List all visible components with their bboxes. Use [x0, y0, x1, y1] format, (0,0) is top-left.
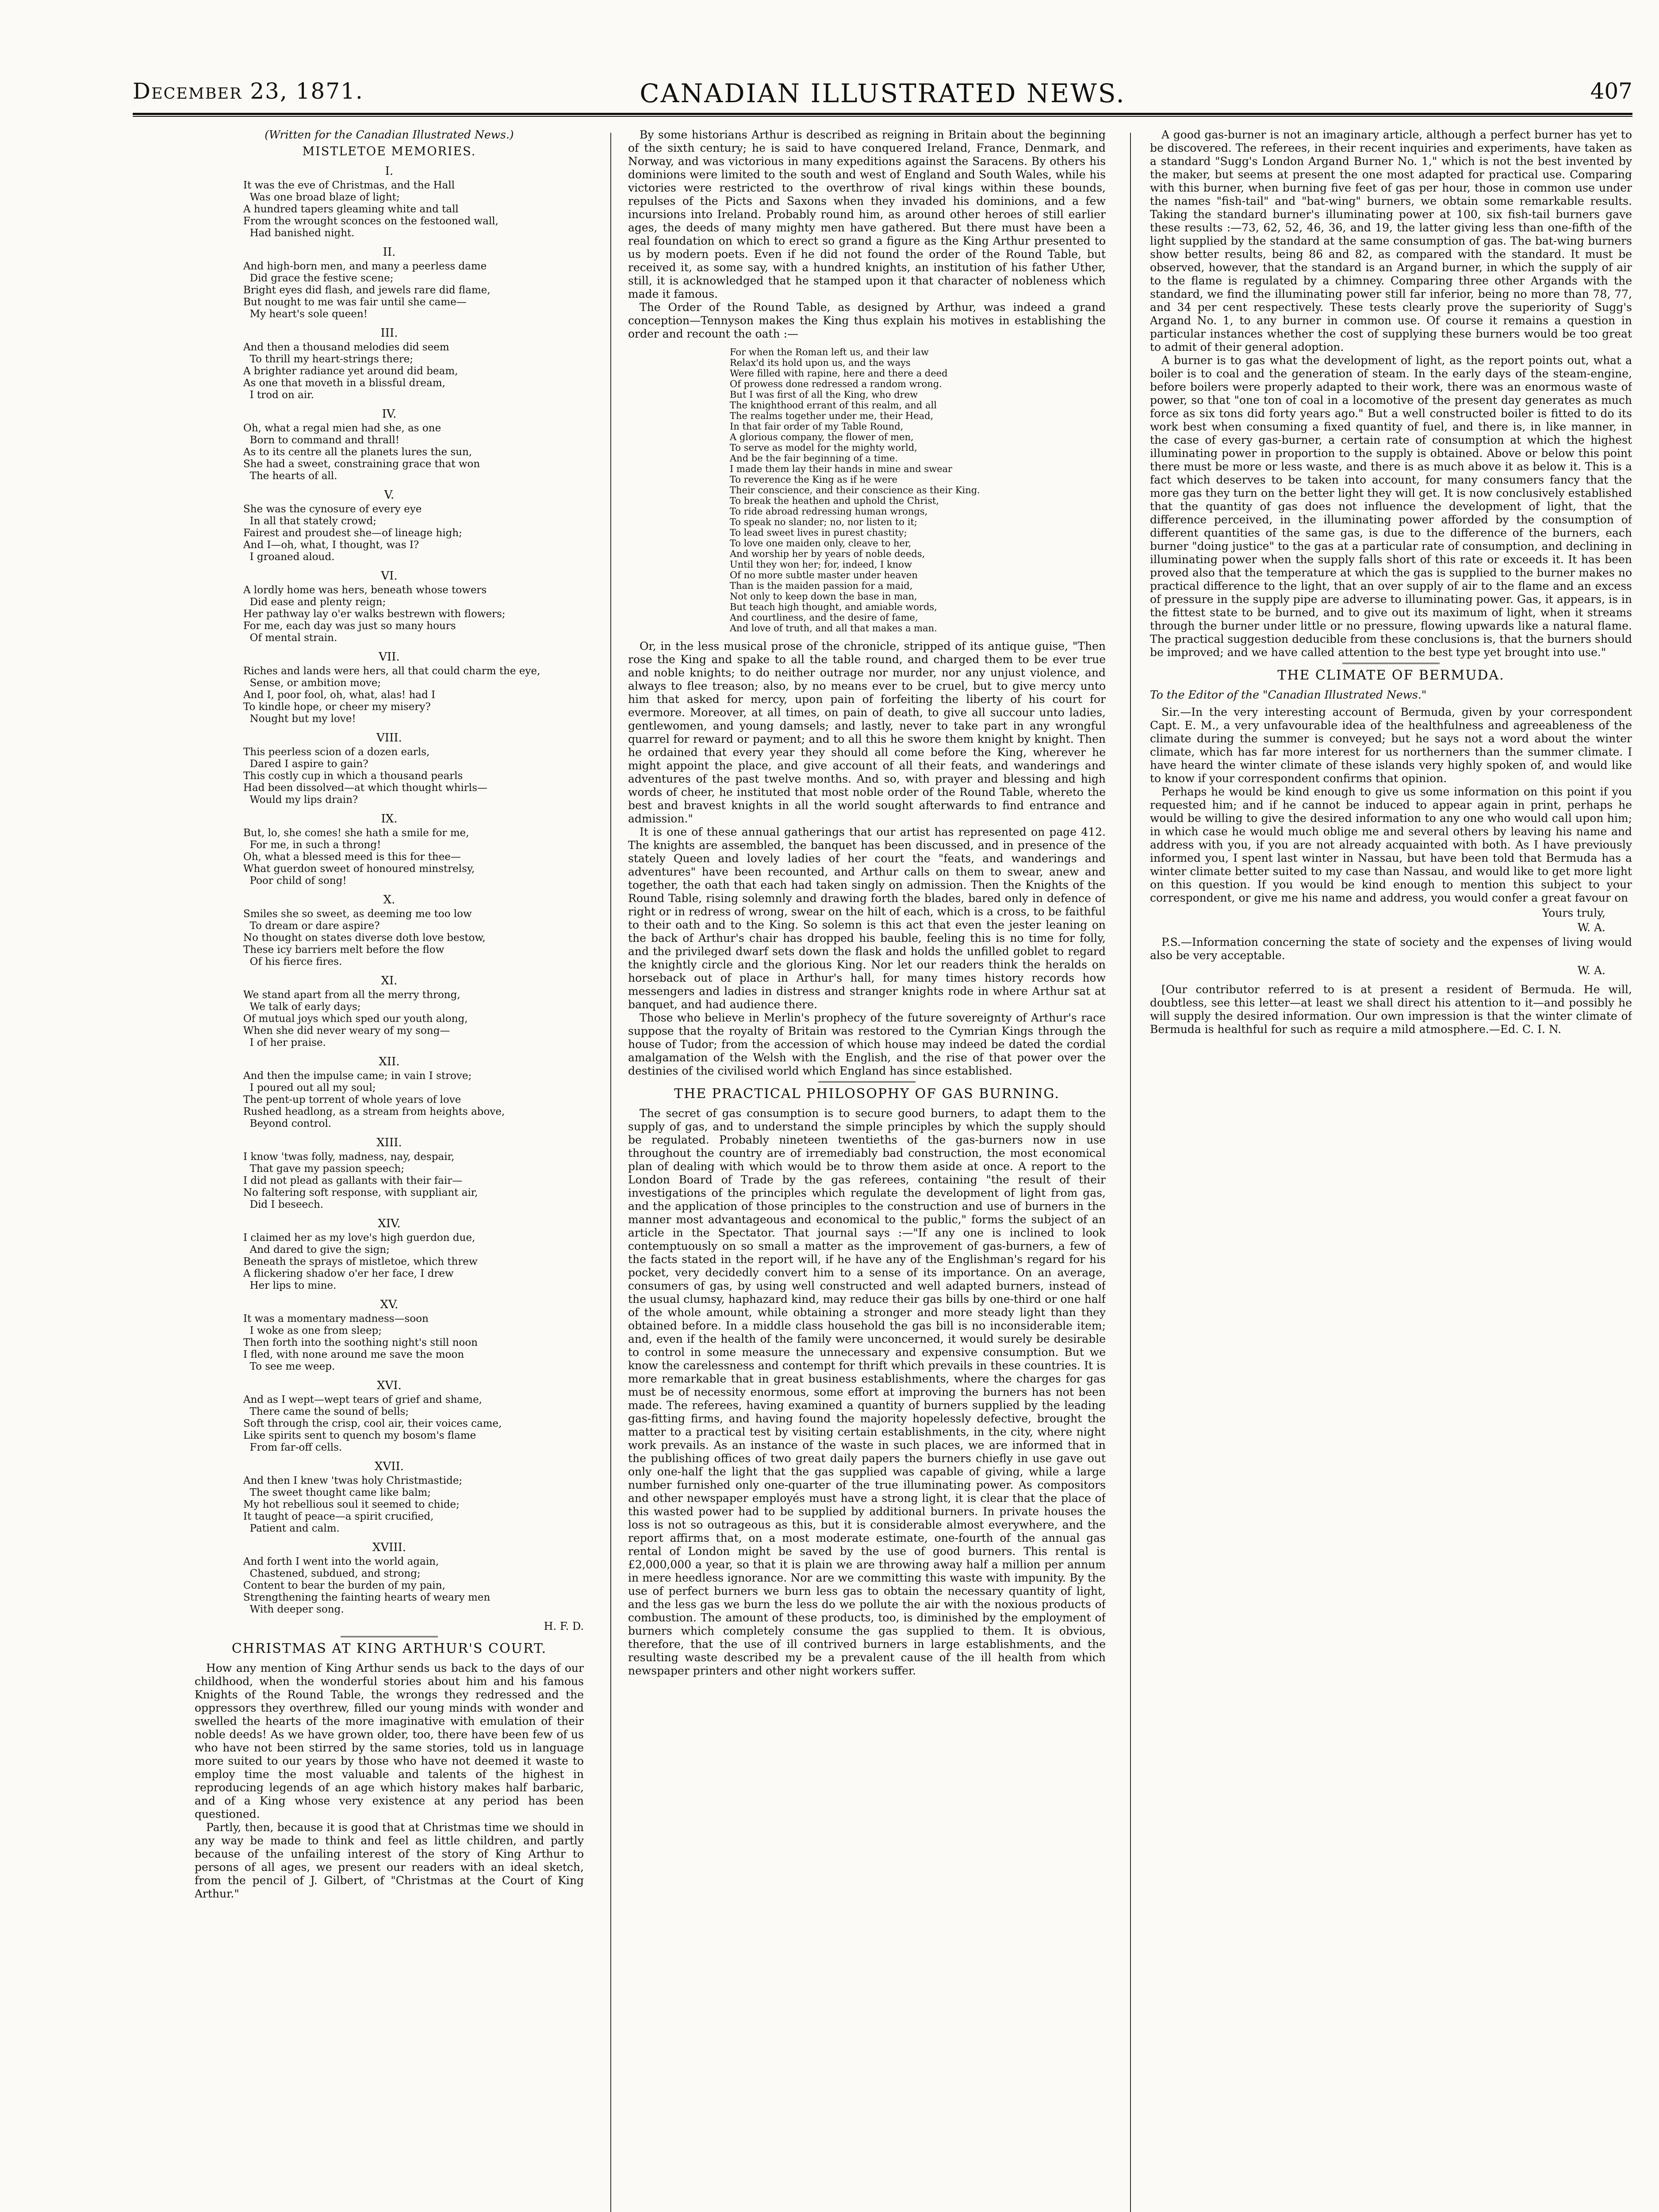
postscript: P.S.—Information concerning the state of society and the expenses of living would also be very acceptable. — [1150, 936, 1632, 962]
section-divider — [341, 1636, 438, 1637]
arthur-paragraph: Those who believe in Merlin's prophecy of the future sovereignty of Arthur's race suppose that the royalty of Britain was restored to the Cymrian Kings through the house of Tudor; from the accession of which house may indeed be dated the cordial amalgamation of the Welsh with the English, and the rise of that power over the destinies of the civilised world which England has since established. — [628, 1011, 1106, 1077]
arthur-paragraph: Partly, then, because it is good that at Christmas time we should in any way be made to think and feel as little children, and partly because of the unfailing interest of the story of King Arthur to persons of all ages, we present our readers with an ideal sketch, from the pencil of J. Gilbert, of "Christmas at the Court of King Arthur." — [195, 1821, 584, 1900]
stanza: Smiles she so sweet, as deeming me too low To dream or dare aspire? No thought on states diverse doth love bestow, These icy barriers melt before the flow Of his fierce fires. — [243, 908, 486, 968]
arthur-heading: CHRISTMAS AT KING ARTHUR'S COURT. — [231, 1641, 547, 1656]
letter-signature: W. A. — [1577, 921, 1605, 934]
arthur-paragraph: How any mention of King Arthur sends us back to the days of our childhood, when the wonderful stories about him and his famous Knights of the Round Table, the wrongs they redressed and the oppressors they overthrew, filled our young minds with wonder and swelled the hearts of the more imaginative with emulation of their noble deeds! As we have grown older, too, there have been few of us who have not been stirred by the same stories, told us in language more suited to our years by those who have not deemed it waste to employ time the most valuable and talents of the highest in reproducing legends of an age which history makes half barbaric, and of a King whose very existence at any period has been questioned. — [195, 1662, 584, 1820]
poem-title: MISTLETOE MEMORIES. — [302, 145, 476, 158]
issue-date: December 23, 1871. — [133, 78, 364, 104]
bermuda-heading: THE CLIMATE OF BERMUDA. — [1277, 668, 1505, 683]
stanza-number: XII. — [379, 1055, 400, 1068]
stanza-number: X. — [383, 893, 395, 906]
stanza: Riches and lands were hers, all that could charm the eye, Sense, or ambition move; And I, poor fool, oh, what, alas! had I To kindle hope, or cheer my misery? Nought but my love! — [243, 665, 540, 725]
stanza-number: XIV. — [378, 1217, 401, 1230]
stanza-number: XVII. — [374, 1460, 404, 1473]
stanza-number: III. — [380, 326, 398, 340]
masthead — [133, 73, 1632, 115]
stanza-number: VII. — [379, 650, 400, 664]
newspaper-title: CANADIAN ILLUSTRATED NEWS. — [640, 78, 1126, 108]
editor-note: [Our contributor referred to is at present a resident of Bermuda. He will, doubtless, see this letter—at least we shall direct his attention to it—and possibly he will supply the desired information. Our own impression is that the winter climate of Bermuda is healthful for such as require a mild atmosphere.—Ed. C. I. N. — [1150, 983, 1632, 1036]
stanza: And forth I went into the world again, Chastened, subdued, and strong; Content to bear the burden of my pain, Strengthening the fainting hearts of weary men With deeper song. — [243, 1556, 490, 1615]
stanza-number: XVI. — [377, 1379, 402, 1392]
column-divider — [1130, 133, 1131, 2212]
stanza-number: VI. — [381, 569, 398, 583]
section-divider — [818, 1081, 916, 1083]
stanza-number: IX. — [381, 812, 398, 826]
stanza-number: XVIII. — [372, 1541, 406, 1554]
stanza: It was a momentary madness—soon I woke as one from sleep; Then forth into the soothing night's still noon I fled, with none around me save the moon To see me weep. — [243, 1313, 478, 1372]
stanza-number: XV. — [380, 1298, 398, 1311]
poem-body — [195, 165, 584, 1616]
stanza-number: II. — [383, 246, 396, 259]
bermuda-paragraph: Sir.—In the very interesting account of Bermuda, given by your correspondent Capt. E. M., a very unfavourable idea of the healthfulness and agreeableness of the climate during the summer is conveyed; but he says not a word about the winter climate, which has far more interest for us northerners than the summer climate. I have heard the winter climate of these islands very highly spoken of, and would like to know if your correspondent confirms that opinion. — [1150, 706, 1632, 785]
stanza: I claimed her as my love's high guerdon due, And dared to give the sign; Beneath the sprays of mistletoe, which threw A flickering shadow o'er her face, I drew Her lips to mine. — [243, 1232, 478, 1291]
stanza: But, lo, she comes! she hath a smile for me, For me, in such a throng! Oh, what a blessed meed is this for thee— What guerdon sweet of honoured minstrelsy, Poor child of song! — [243, 827, 475, 887]
gas-paragraph: A good gas-burner is not an imaginary article, although a perfect burner has yet to be discovered. The referees, in their recent inquiries and experiments, have taken as a standard "Sugg's London Argand Burner No. 1," which is not the best invented by the maker, but seems at present the one most adapted for practical use. Comparing with this burner, when burning five feet of gas per hour, those in common use under the names "fish-tail" and "bat-wing" burners, we obtain some remarkable results. Taking the standard burner's illuminating power at 100, six fish-tail burners gave these results :—73, 62, 52, 46, 36, and 19, the latter giving less than one-fifth of the light supplied by the standard at the same consumption of gas. The bat-wing burners show better results, being 86 and 82, as compared with the standard. It must be observed, however, that the standard is an Argand burner, in which the supply of air to the flame is regulated by a chimney. Comparing three other Argands with the standard, we find the illuminating power still far inferior, being no more than 78, 77, and 34 per cent respectively. These tests clearly prove the superiority of Sugg's Argand No. 1, to any burner in common use. Of course it remains a question in particular instances whether the cost of supplying these burners would be too great to admit of their general adoption. — [1150, 128, 1632, 353]
poem-credit: (Written for the Canadian Illustrated News.) — [264, 128, 514, 141]
column-1 — [195, 128, 584, 2212]
stanza-number: XI. — [381, 974, 398, 987]
stanza: It was the eve of Christmas, and the Hall Was one broad blaze of light; A hundred tapers gleaming white and tall From the wrought sconces on the festooned wall, Had banished night. — [243, 180, 498, 239]
stanza: And high-born men, and many a peerless dame Did grace the festive scene; Bright eyes did flash, and jewels rare did flame, But nought to me was fair until she came— My heart's sole queen! — [243, 261, 490, 320]
arthur-paragraph: Or, in the less musical prose of the chronicle, stripped of its antique guise, "Then rose the King and spake to all the table round, and charged them to be ever true and noble knights; to do neither outrage nor murder, nor any unjust violence, and always to flee treason; also, by no means ever to be cruel, but to give mercy unto him that asked for mercy, upon pain of forfeiting the liberty of his court for evermore. Moreover, at all times, on pain of death, to give all succour unto ladies, gentlewomen, and young damsels; and lastly, never to take part in any wrongful quarrel for reward or payment; and to all this he swore them knight by knight. Then he ordained that every year they should all come before the King, wherever he might appoint the place, and give account of all their feats, and wanderings and adventures of the past twelve months. And so, with prayer and blessing and high words of cheer, he instituted that most noble order of the Round Table, whereto the best and bravest knights in all the world sought afterwards to find entrance and admission." — [628, 640, 1106, 825]
gas-heading: THE PRACTICAL PHILOSOPHY OF GAS BURNING. — [674, 1086, 1060, 1102]
column-2 — [628, 128, 1106, 2212]
stanza: And then the impulse came; in vain I strove; I poured out all my soul; The pent-up torrent of whole years of love Rushed headlong, as a stream from heights above, Beyond control. — [243, 1070, 505, 1129]
gas-paragraph: A burner is to gas what the development of light, as the report points out, what a boiler is to coal and the generation of steam. In the early days of the steam-engine, before boilers were properly adapted to their work, there was an enormous waste of power, so that "one ton of coal in a locomotive of the present day generates as much force as six tons did forty years ago." But a well constructed boiler is fitted to do its work best when consuming a fixed quantity of fuel, and there is, in like manner, in the case of every gas-burner, a certain rate of consumption at which the highest illuminating power in proportion to the supply is obtained. Above or below this point there must be more or less waste, and there is as much above it as below it. This is a fact which deserves to be taken into account, for many consumers fancy that the more gas they turn on the better light they will get. It is now conclusively established that the quantity of gas does not influence the development of light, that the difference perceived, in the illuminating power afforded by the consumption of different quantities of the same gas, is due to the difference of the burners, each burner "doing justice" to the gas at a particular rate of consumption, and declining in illuminating power when the supply falls short of this rate or exceeds it. It has been proved also that the temperature at which the gas is supplied to the burner makes no practical difference to the light, that an over supply of air to the flame and an excess of pressure in the supply pipe are adverse to illuminating power. Gas, it appears, is in the fittest state to be burned, and to give out its maximum of light, when it streams through the burner under little or no pressure, flowing upwards like a natural flame. The practical suggestion deducible from these conclusions is, that the burners should be improved; and we have called attention to the best type yet brought into use." — [1150, 354, 1632, 659]
poem-signoff: H. F. D. — [544, 1620, 584, 1632]
arthur-paragraph: It is one of these annual gatherings that our artist has represented on page 412. The knights are assembled, the banquet has been discussed, and in presence of the stately Queen and lovely ladies of her court the "feats, and wanderings and adventures" have been recounted, and Arthur calls on them to swear, anew and together, the oath that each had taken singly on admission. Then the Knights of the Round Table, rising solemnly and drawing forth the blades, bared only in defence of right or in redress of wrong, swear on the hilt of each, which is a cross, to be faithful to their oath and to the King. So solemn is this act that even the jester leaning on the back of Arthur's chair has dropped his bauble, feeling this is no time for folly, and the privileged dwarf sets down the flask and holds the unfilled goblet to regard the knightly circle and the glorious King. Nor let our readers think the heralds on horseback out of place in Arthur's hall, for many times history records how messengers and ladies in distress and stranger knights rode in where Arthur sat at banquet, and had audience there. — [628, 826, 1106, 1011]
stanza-number: VIII. — [376, 731, 402, 745]
page-number: 407 — [1590, 78, 1632, 104]
masthead-rule — [133, 116, 1632, 117]
stanza: A lordly home was hers, beneath whose towers Did ease and plenty reign; Her pathway lay o'er walks bestrewn with flowers; For me, each day was just so many hours Of mental strain. — [243, 584, 506, 644]
gas-paragraph: The secret of gas consumption is to secure good burners, to adapt them to the supply of gas, and to understand the simple principles by which the supply should be regulated. Probably nineteen twentieths of the gas-burners now in use throughout the country are of irremediably bad construction, the most economical plan of dealing with which would be to throw them aside at once. A report to the London Board of Trade by the gas referees, containing "the result of their investigations of the principles which regulate the development of light from gas, and the application of those principles to the construction and use of burners in the manner most advantageous and economical to the public," forms the subject of an article in the Spectator. That journal says :—"If any one is inclined to look contemptuously on so small a matter as the improvement of gas-burners, a few of the facts stated in the report will, if he have any of the Englishman's regard for his pocket, very decidedly convert him to a sense of its importance. On an average, consumers of gas, by using well constructed and well adapted burners, instead of the usual clumsy, haphazard kind, may reduce their gas bills by one-third or one half of the whole amount, while obtaining a stronger and more steady light than they obtained before. In a middle class household the gas bill is no inconsiderable item; and, even if the health of the family were unconcerned, it would surely be desirable to control in some measure the unnecessary and expensive consumption. But we know the carelessness and contempt for thrift which prevails in these countries. It is more remarkable that in great business establishments, where the charges for gas must be of necessity enormous, some effort at improving the burners has not been made. The referees, having examined a quantity of burners supplied by the leading gas-fitting firms, and having found the majority hopelessly defective, brought the matter to a practical test by visiting certain establishments, in the city, where night work prevails. As an instance of the waste in such places, we are informed that in the publishing offices of two great daily papers the burners chiefly in use gave out only one-half the light that the gas supplied was capable of giving, while a large number furnished only one-quarter of the true illuminating power. As compositors and other newspaper employés must have a strong light, it is clear that the place of this wasted power had to be supplied by additional burners. In private houses the loss is not so outrageous as this, but it is considerable almost everywhere, and the report affirms that, on a most moderate estimate, one-fourth of the annual gas rental of London might be saved by the use of good burners. This rental is £2,000,000 a year, so that it is plain we are throwing away half a million per annum in mere heedless ignorance. Nor are we committing this waste with impunity. By the use of perfect burners we burn less gas to obtain the necessary quantity of light, and the less gas we burn the less do we pollute the air with the noxious products of combustion. The amount of these products, too, is diminished by the employment of burners which completely consume the gas supplied to them. It is obvious, therefore, that the use of ill contrived burners in large establishments, and the resulting waste described my be a prevalent cause of the ill health from which newspaper printers and other night workers suffer. — [628, 1107, 1106, 1677]
stanza: Oh, what a regal mien had she, as one Born to command and thrall! As to its centre all the planets lures the sun, She had a sweet, constraining grace that won The hearts of all. — [243, 422, 480, 482]
arthur-paragraph: The Order of the Round Table, as designed by Arthur, was indeed a grand conception—Tennyson makes the King thus explain his motives in establishing the order and recount the oath :— — [628, 301, 1106, 340]
stanza: And as I wept—wept tears of grief and shame, There came the sound of bells; Soft through the crisp, cool air, their voices came, Like spirits sent to quench my bosom's flame From far-off cells. — [243, 1394, 502, 1453]
letter-closing: Yours truly, — [1542, 906, 1605, 919]
column-divider — [610, 133, 611, 2212]
column-3 — [1150, 128, 1632, 2212]
stanza: And then a thousand melodies did seem To thrill my heart-strings there; A brighter radiance yet around did beam, As one that moveth in a blissful dream, I trod on air. — [243, 342, 458, 401]
postscript-signature: W. A. — [1577, 964, 1605, 977]
letter-dateline: To the Editor of the "Canadian Illustrated News." — [1150, 688, 1427, 701]
bermuda-paragraph: Perhaps he would be kind enough to give us some information on this point if you requested him; and if he cannot be induced to appear again in print, perhaps he would be willing to give the desired information to any one who would call upon him; in which case he would much oblige me and several others by leaving his name and address with you, if you are not already acquainted with both. As I have previously informed you, I spent last winter in Nassau, but have been told that Bermuda has a winter climate better suited to my case than Nassau, and would like to get more light on this question. If you would be kind enough to mention this subject to your correspondent, or give me his name and address, you would confer a great favour on — [1150, 785, 1632, 904]
tennyson-quote: For when the Roman left us, and their law Relax'd its hold upon us, and the ways Were filled with rapine, here and there a deed Of prowess done redressed a random wrong. But I was first of all the King, who drew The knighthood errant of this realm, and all The realms together under me, their Head, In that fair order of my Table Round, A glorious company, the flower of men, To serve as model for the mighty world, And be the fair beginning of a time. I made them lay their hands in mine and swear To reverence the King as if he were Their conscience, and their conscience as their King. To break the heathen and uphold the Christ, To ride abroad redressing human wrongs, To speak no slander; no, nor listen to it; To lead sweet lives in purest chastity; To love one maiden only, cleave to her, And worship her by years of noble deeds, Until they won her; for, indeed, I know Of no more subtle master under heaven Than is the maiden passion for a maid, Not only to keep down the base in man, But teach high thought, and amiable words, And courtliness, and the desire of fame, And love of truth, and all that makes a man. — [730, 347, 980, 634]
stanza-number: IV. — [382, 407, 397, 421]
stanza-number: I. — [385, 165, 394, 178]
stanza: I know 'twas folly, madness, nay, despair, That gave my passion speech; I did not plead as gallants with their fair— No faltering soft response, with suppliant air, Did I beseech. — [243, 1151, 478, 1210]
stanza-number: XIII. — [376, 1136, 402, 1149]
stanza: We stand apart from all the merry throng, We talk of early days; Of mutual joys which sped our youth along, When she did never weary of my song— I of her praise. — [243, 989, 468, 1048]
section-divider — [1342, 663, 1440, 664]
stanza: And then I knew 'twas holy Christmastide; The sweet thought came like balm; My hot rebellious soul it seemed to chide; It taught of peace—a spirit crucified, Patient and calm. — [243, 1475, 463, 1534]
arthur-paragraph: By some historians Arthur is described as reigning in Britain about the beginning of the sixth century; he is said to have conquered Ireland, France, Denmark, and Norway, and was victorious in many expeditions against the Saracens. By others his dominions were limited to the south and west of England and South Wales, while his victories were restricted to the overthrow of rival kings within these bounds, repulses of the Picts and Saxons when they invaded his dominions, and a few incursions into Ireland. Probably round him, as around other heroes of still earlier ages, the deeds of many mighty men have gathered. But there must have been a real foundation on which to erect so grand a figure as the King Arthur presented to us by modern poets. Even if he did not found the order of the Round Table, but received it, as some say, with a hundred knights, an institution of his father Uther, still, it is acknowledged that he stamped upon it that character of nobleness which made it famous. — [628, 128, 1106, 300]
stanza-number: V. — [384, 488, 395, 502]
stanza: She was the cynosure of every eye In all that stately crowd; Fairest and proudest she—of lineage high; And I—oh, what, I thought, was I? I groaned aloud. — [243, 503, 462, 563]
stanza: This peerless scion of a dozen earls, Dared I aspire to gain? This costly cup in which a thousand pearls Had been dissolved—at which thought whirls— Would my lips drain? — [243, 746, 488, 806]
